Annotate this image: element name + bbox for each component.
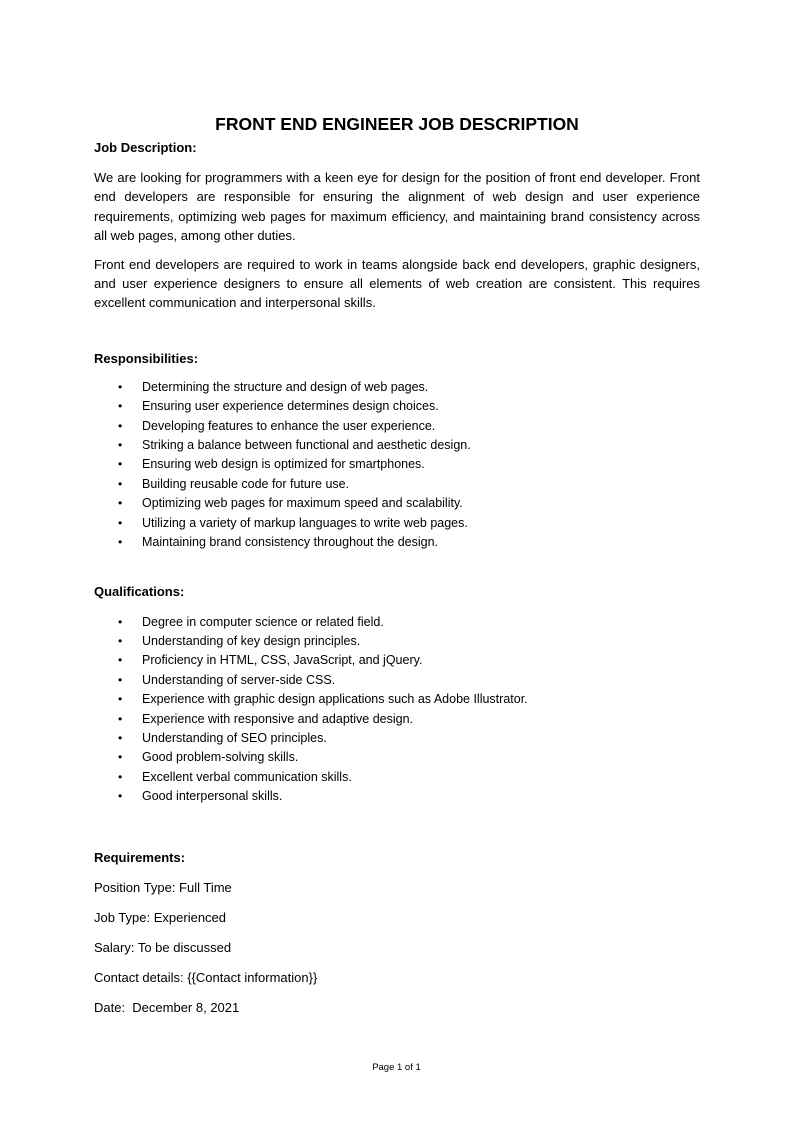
list-item: • Utilizing a variety of markup languages to write web pages. xyxy=(94,514,700,533)
document-page xyxy=(94,112,700,1017)
responsibilities-list xyxy=(94,378,700,553)
page-footer: Page 1 of 1 xyxy=(372,1062,421,1073)
list-item: • Understanding of SEO principles. xyxy=(94,729,700,748)
requirements-heading: Requirements: xyxy=(94,849,186,865)
bullet-icon: • xyxy=(118,614,123,629)
requirement-salary: Salary: To be discussed xyxy=(94,939,232,955)
list-item: • Optimizing web pages for maximum speed and scalability. xyxy=(94,494,700,513)
requirement-contact-details: Contact details: {{Contact information}} xyxy=(94,969,318,985)
bullet-icon: • xyxy=(118,789,123,804)
bullet-icon: • xyxy=(118,730,123,745)
list-item: • Good interpersonal skills. xyxy=(94,787,700,806)
bullet-icon: • xyxy=(118,515,123,530)
job-description-paragraph-1: We are looking for programmers with a keen eye for design for the position of front end developer. Front end developers are responsible for ensuring the alignment of web design and user experience requirements, optimizing web pages for maximum efficiency, and maintaining brand consistency across all web pages, among other duties. xyxy=(94,170,700,244)
bullet-icon: • xyxy=(118,711,123,726)
list-item: • Building reusable code for future use. xyxy=(94,475,700,494)
bullet-icon: • xyxy=(118,672,123,687)
qualifications-list xyxy=(94,613,700,807)
bullet-icon: • xyxy=(118,653,123,668)
list-item: • Experience with graphic design applications such as Adobe Illustrator. xyxy=(94,690,700,709)
bullet-icon: • xyxy=(118,750,123,765)
list-item: • Understanding of server-side CSS. xyxy=(94,671,700,690)
list-item: • Excellent verbal communication skills. xyxy=(94,768,700,787)
bullet-icon: • xyxy=(118,769,123,784)
list-item: • Determining the structure and design of web pages. xyxy=(94,378,700,397)
bullet-icon: • xyxy=(118,379,123,394)
list-item: • Degree in computer science or related field. xyxy=(94,613,700,632)
list-item: • Developing features to enhance the user experience. xyxy=(94,417,700,436)
list-item: • Ensuring user experience determines design choices. xyxy=(94,397,700,416)
requirement-job-type: Job Type: Experienced xyxy=(94,909,227,925)
bullet-icon: • xyxy=(118,633,123,648)
bullet-icon: • xyxy=(118,438,123,453)
bullet-icon: • xyxy=(118,535,123,550)
list-item: • Experience with responsive and adaptive design. xyxy=(94,710,700,729)
requirement-position-type: Position Type: Full Time xyxy=(94,879,232,895)
list-item: • Maintaining brand consistency throughout the design. xyxy=(94,533,700,552)
list-item: • Striking a balance between functional and aesthetic design. xyxy=(94,436,700,455)
bullet-icon: • xyxy=(118,457,123,472)
responsibilities-heading: Responsibilities: xyxy=(94,350,199,366)
requirement-date: Date: December 8, 2021 xyxy=(94,999,240,1015)
list-item: • Understanding of key design principles. xyxy=(94,632,700,651)
bullet-icon: • xyxy=(118,496,123,511)
document-title: FRONT END ENGINEER JOB DESCRIPTION xyxy=(215,114,579,134)
list-item: • Good problem-solving skills. xyxy=(94,748,700,767)
list-item: • Proficiency in HTML, CSS, JavaScript, and jQuery. xyxy=(94,651,700,670)
bullet-icon: • xyxy=(118,692,123,707)
bullet-icon: • xyxy=(118,476,123,491)
bullet-icon: • xyxy=(118,399,123,414)
list-item: • Ensuring web design is optimized for smartphones. xyxy=(94,455,700,474)
job-description-heading: Job Description: xyxy=(94,140,197,155)
job-description-paragraph-2: Front end developers are required to work in teams alongside back end developers, graphic designers, and user experience designers to ensure all elements of web creation are consistent. This requires excellent communication and interpersonal skills. xyxy=(94,256,700,311)
bullet-icon: • xyxy=(118,418,123,433)
qualifications-heading: Qualifications: xyxy=(94,583,185,599)
